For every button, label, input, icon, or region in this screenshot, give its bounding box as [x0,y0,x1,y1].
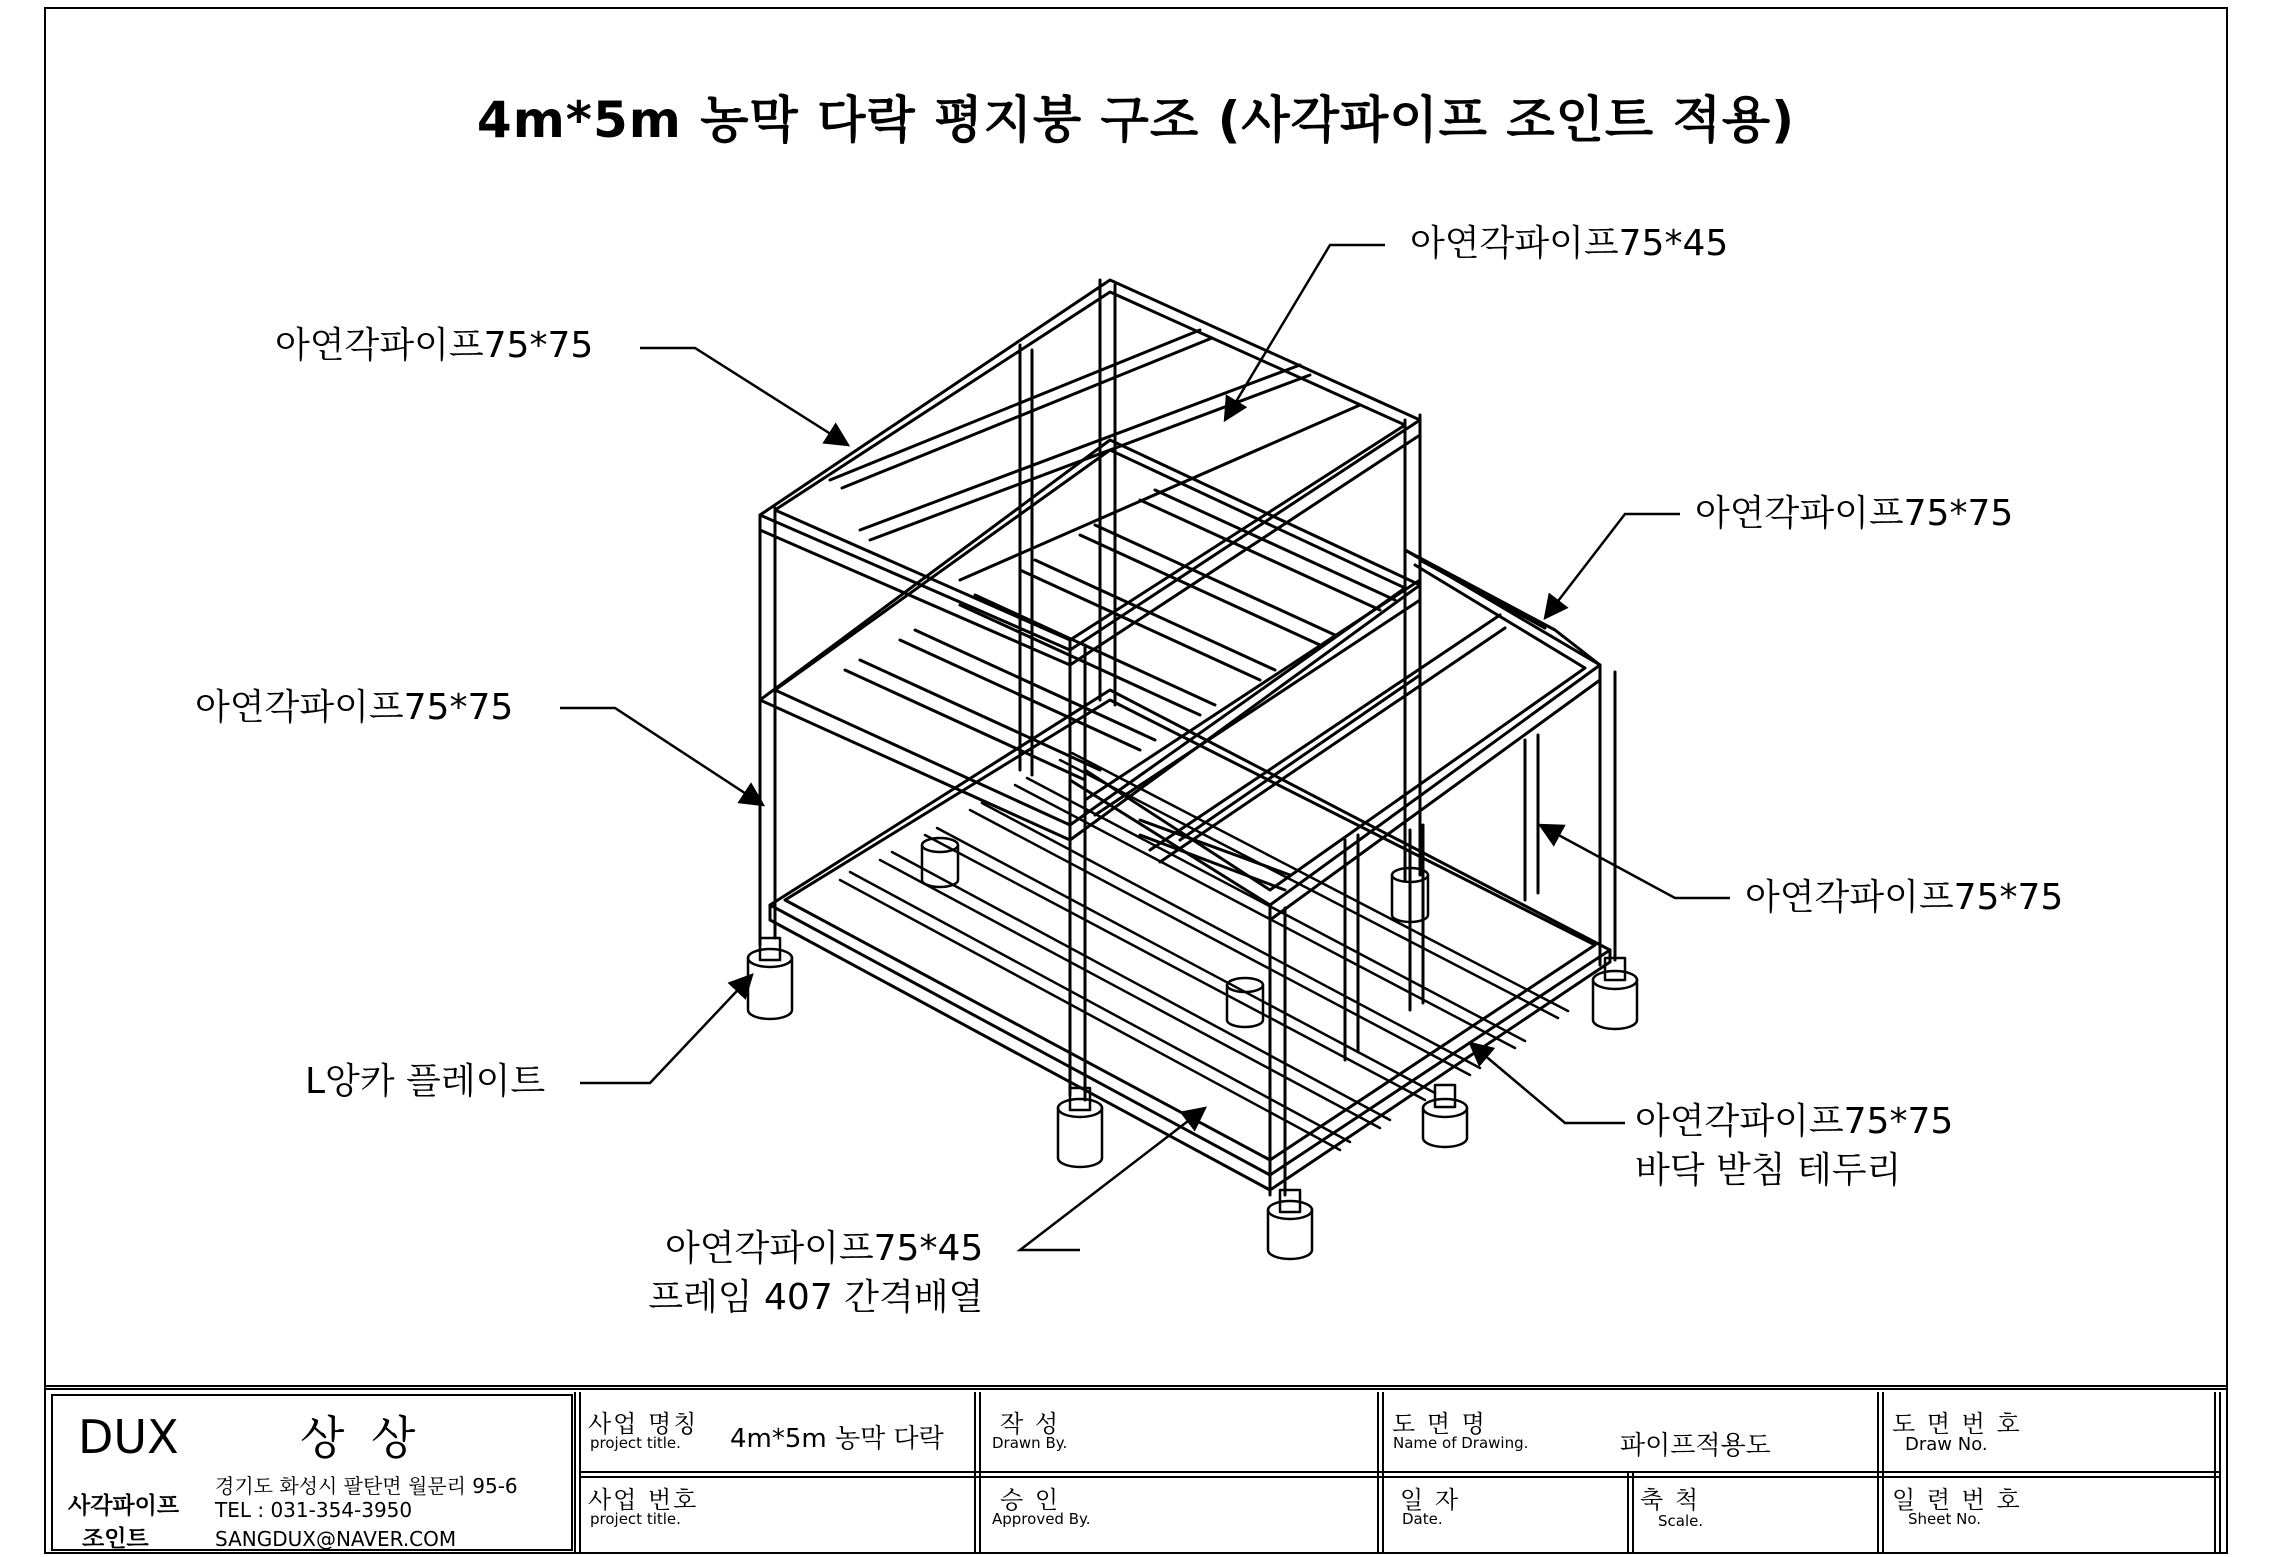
leader-l-anchor [580,975,752,1083]
leader-bottom-center [1020,1108,1205,1250]
callout-bottom-center-line2: 프레임 407 간격배열 [648,1276,984,1318]
leader-top-left [640,348,848,445]
project-no-label: 사업 번호 [588,1486,699,1514]
footing [1423,1085,1467,1147]
drawing-no-label: 도 면 번 호 [1892,1410,2022,1438]
drawing-no-sub: Draw No. [1905,1434,1988,1455]
sheet-no-sub: Sheet No. [1908,1510,1982,1528]
project-name-sub: project title. [590,1434,681,1452]
company-address: 경기도 화성시 팔탄면 월문리 95-6 [215,1474,518,1498]
footing [748,938,792,1019]
company-brand: DUX [78,1410,179,1464]
footing [922,838,958,887]
drawing-name-sub: Name of Drawing. [1393,1434,1529,1452]
approved-by-sub: Approved By. [992,1510,1091,1528]
front-roof-frame [1070,550,1600,920]
callout-top-center: 아연각파이프75*45 [1410,223,1729,264]
outer-border [45,8,2227,1553]
project-name-label: 사업 명칭 [588,1410,699,1438]
steel-frame-structure [748,280,1637,1259]
sheet-no-label: 일 련 번 호 [1892,1486,2022,1514]
callout-right-upper: 아연각파이프75*75 [1695,493,2014,534]
company-tel: TEL : 031-354-3950 [215,1498,413,1522]
leader-right-upper [1545,514,1680,618]
leader-bottom-right [1470,1043,1625,1123]
callout-bottom-center-line1: 아연각파이프75*45 [665,1228,984,1269]
company-tagline-2: 조인트 [82,1526,149,1552]
callout-l-anchor: L앙카 플레이트 [305,1061,546,1102]
callout-bottom-right-line2: 바닥 받침 테두리 [1635,1149,1902,1191]
project-name-value: 4m*5m 농막 다락 [730,1424,944,1454]
drawn-by-sub: Drawn By. [992,1434,1068,1452]
callout-bottom-center [645,1225,983,1322]
callout-bottom-right-line1: 아연각파이프75*75 [1635,1101,1954,1142]
company-name: 상 상 [300,1411,422,1465]
drawing-name-value: 파이프적용도 [1620,1431,1771,1461]
callout-left-mid: 아연각파이프75*75 [195,687,514,728]
date-sub: Date. [1402,1510,1443,1528]
date-label: 일 자 [1400,1486,1460,1514]
approved-by-label: 승 인 [1000,1486,1060,1514]
callout-bottom-right [1635,1098,1953,1195]
company-email: SANGDUX@NAVER.COM [215,1527,457,1551]
drawing-name-label: 도 면 명 [1392,1410,1487,1438]
company-tagline-1: 사각파이프 [68,1493,180,1519]
callout-top-left: 아연각파이프75*75 [275,325,594,366]
callout-right-mid: 아연각파이프75*75 [1745,877,2064,918]
upper-roof-frame [760,280,1420,665]
footing [1268,1190,1312,1259]
drawn-by-label: 작 성 [1000,1410,1060,1438]
drawing-title: 4m*5m 농막 다락 평지붕 구조 (사각파이프 조인트 적용) [476,91,1796,149]
scale-label: 축 척 [1640,1486,1700,1514]
footing [1058,1088,1102,1167]
leader-right-mid [1540,825,1730,898]
project-no-sub: project title. [590,1510,681,1528]
leader-lines [560,245,1730,1250]
scale-sub: Scale. [1658,1512,1704,1530]
leader-left-mid [560,708,763,805]
